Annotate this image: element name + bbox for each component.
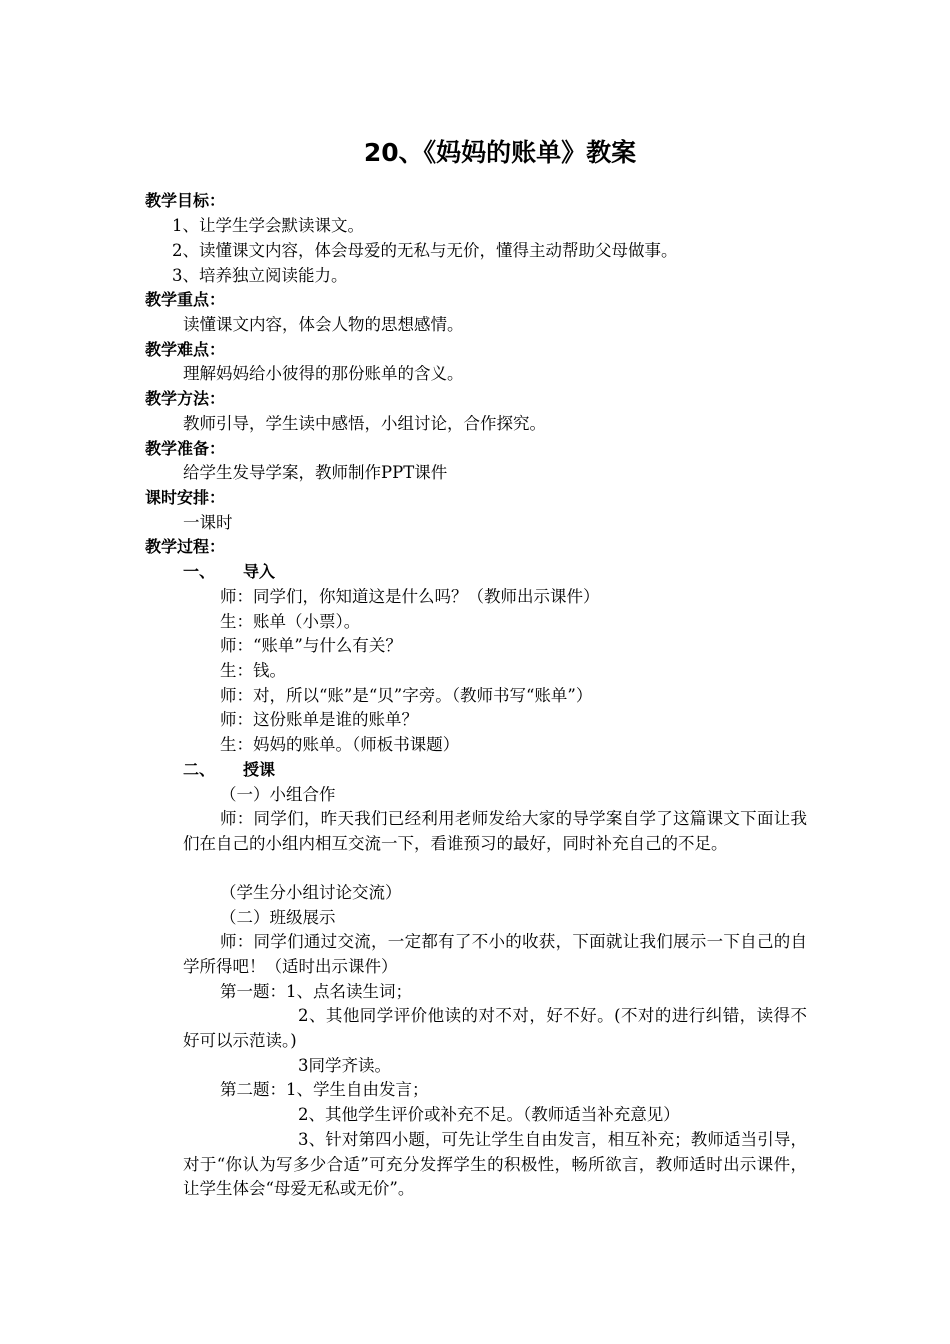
schedule-text: 一课时	[183, 513, 233, 532]
question-label: 第二题：	[220, 1080, 286, 1099]
question-item: 3、针对第四小题，可先让学生自由发言，相互补充；教师适当引导，对于“你认为写多少合适”可充分发挥学生的积极性，畅所欲言，教师适时出示课件，让学生体会“母爱无私或无价”。	[183, 1130, 807, 1199]
difficulties-heading: 教学难点：	[145, 340, 226, 359]
question-line	[220, 980, 412, 1004]
dialogue-line: 师：对，所以“账”是“贝”字旁。（教师书写“账单”）	[220, 686, 593, 705]
subsection-title: （二）班级展示	[220, 908, 336, 927]
note-line: （学生分小组讨论交流）	[220, 883, 402, 902]
question-item: 3同学齐读。	[298, 1056, 391, 1075]
section-title: 授课	[243, 760, 276, 779]
objective-item: 3、培养独立阅读能力。	[172, 266, 348, 285]
question-item: 1、点名读生词；	[286, 982, 412, 1001]
section-number: 二、	[183, 760, 216, 779]
schedule-heading: 课时安排：	[145, 488, 226, 507]
dialogue-line: 生：钱。	[220, 661, 286, 680]
section-heading	[183, 560, 275, 584]
question-label: 第一题：	[220, 982, 286, 1001]
difficulties-text: 理解妈妈给小彼得的那份账单的含义。	[183, 364, 464, 383]
dialogue-line: 师：同学们，你知道这是什么吗？（教师出示课件）	[220, 587, 600, 606]
dialogue-line: 师：这份账单是谁的账单？	[220, 710, 418, 729]
methods-text: 教师引导，学生读中感悟，小组讨论，合作探究。	[183, 414, 546, 433]
section-title: 导入	[243, 562, 276, 581]
paragraph: 师：同学们通过交流，一定都有了不小的收获，下面就让我们展示一下自己的自学所得吧！（适时出示课件）	[183, 932, 807, 976]
objectives-heading: 教学目标：	[145, 191, 226, 210]
question-line	[220, 1078, 429, 1102]
key-points-heading: 教学重点：	[145, 290, 226, 309]
methods-heading: 教学方法：	[145, 389, 226, 408]
key-points-text: 读懂课文内容，体会人物的思想感情。	[183, 315, 464, 334]
objective-item: 2、读懂课文内容，体会母爱的无私与无价，懂得主动帮助父母做事。	[172, 241, 678, 260]
dialogue-line: 师：“账单”与什么有关？	[220, 636, 402, 655]
question-item: 2、其他学生评价或补充不足。（教师适当补充意见）	[298, 1105, 680, 1124]
subsection-title: （一）小组合作	[220, 785, 336, 804]
objective-item: 1、让学生学会默读课文。	[172, 216, 364, 235]
dialogue-line: 生：账单（小票）。	[220, 612, 361, 631]
question-item: 1、学生自由发言；	[286, 1080, 429, 1099]
preparation-text: 给学生发导学案，教师制作PPT课件	[183, 463, 448, 482]
preparation-heading: 教学准备：	[145, 439, 226, 458]
question-item: 2、其他同学评价他读的对不对，好不好。(不对的进行纠错，读得不好可以示范读。)	[183, 1006, 807, 1050]
section-heading	[183, 758, 275, 782]
paragraph: 师：同学们，昨天我们已经利用老师发给大家的导学案自学了这篇课文下面让我们在自己的小组内相互交流一下，看谁预习的最好，同时补充自己的不足。	[183, 809, 807, 853]
section-number: 一、	[183, 562, 216, 581]
process-heading: 教学过程：	[145, 537, 226, 556]
page-title: 20、《妈妈的账单》教案	[363, 138, 637, 167]
dialogue-line: 生：妈妈的账单。（师板书课题）	[220, 735, 460, 754]
